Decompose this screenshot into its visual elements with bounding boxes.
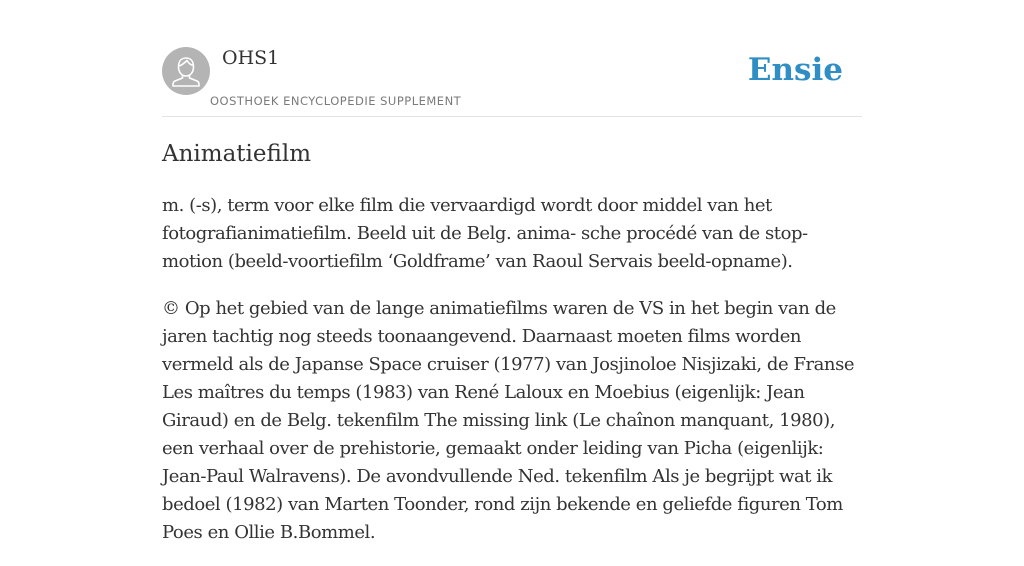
entry-title: Animatiefilm bbox=[162, 141, 312, 167]
source-label[interactable]: OOSTHOEK ENCYCLOPEDIE SUPPLEMENT bbox=[210, 94, 462, 108]
entry-header bbox=[162, 0, 862, 117]
user-silhouette-icon[interactable] bbox=[162, 47, 210, 95]
entry-paragraph: © Op het gebied van de lange animatiefilms waren de VS in het begin van de jaren tachtig nog steeds toonaangevend. Daarnaast moeten films worden vermeld als de Japanse Space cruiser (1977) van Josjinoloe Nisjizaki, de Franse Les maîtres du temps (1983) van René Laloux en Moebius (eigenlijk: Jean Giraud) en de Belg. tekenfilm The missing link (Le chaînon manquant, 1980), een verhaal over de prehistorie, gemaakt onder leiding van Picha (eigenlijk: Jean-Paul Walravens). De avondvullende Ned. tekenfilm Als je begrijpt wat ik bedoel (1982) van Marten Toonder, rond zijn bekende en geliefde figuren Tom Poes en Ollie B.Bommel. bbox=[162, 298, 855, 543]
ensie-logo[interactable]: Ensie bbox=[747, 52, 843, 88]
author-name[interactable]: OHS1 bbox=[222, 47, 280, 69]
entry-body bbox=[162, 192, 862, 566]
entry-paragraph: m. (-s), term voor elke film die vervaardigd wordt door middel van het fotografianimatiefilm. Beeld uit de Belg. anima- sche procédé van de stop-motion (beeld-voortiefilm ‘Goldframe’ van Raoul Servais beeld-opname). bbox=[162, 195, 808, 272]
entry-page bbox=[162, 0, 862, 543]
